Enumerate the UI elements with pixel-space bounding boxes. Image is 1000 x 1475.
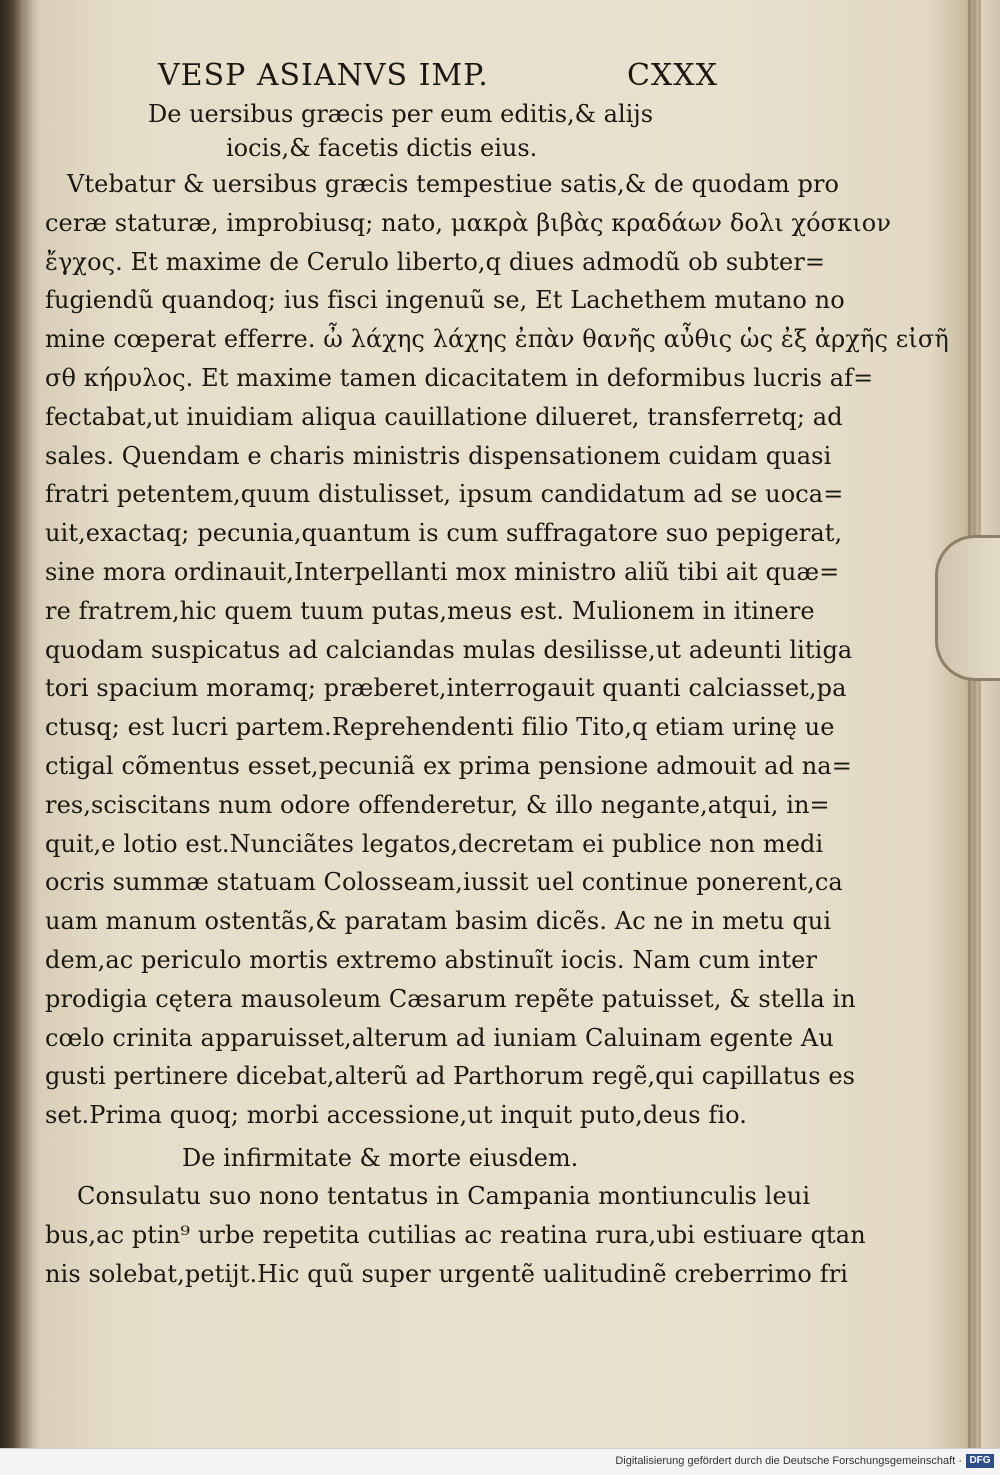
text-line: quodam suspicatus ad calciandas mulas desilisse,ut adeunti litiga [45, 635, 853, 664]
text-line: res,sciscitans num odore offenderetur, & illo negante,atqui, in= [45, 790, 830, 819]
footer-bar [0, 1448, 1000, 1475]
binding-shadow [0, 0, 40, 1448]
text-line: bus,ac ptin⁹ urbe repetita cutilias ac reatina rura,ubi estiuare qtan [45, 1221, 866, 1249]
section-heading: De infirmitate & morte eiusdem. [182, 1144, 579, 1172]
text-line: sales. Quendam e charis ministris dispensationem cuidam quasi [45, 441, 832, 470]
text-line: mine cœperat efferre. ὦ λάχης λάχης ἐπὰν θανῆς αὖθις ὡς ἐξ ἀρχῆς εἰσῆ [45, 325, 949, 354]
footer-credit: Digitalisierung gefördert durch die Deutsche Forschungsgemeinschaft · [615, 1455, 962, 1467]
running-head-title: VESP ASIANVS IMP. [158, 58, 489, 93]
text-line: ctusq; est lucri partem.Reprehendenti filio Tito,q etiam urinę ue [45, 713, 835, 742]
text-line: prodigia cętera mausoleum Cæsarum repẽte patuisset, & stella in [45, 984, 856, 1013]
text-line: nis solebat,petijt.Hic quũ super urgentẽ ualitudinẽ creberrimo fri [45, 1260, 849, 1288]
text-line: ceræ staturæ, improbiusq; nato, μακρὰ βιβὰς κραδάων δολι χόσκιον [45, 208, 892, 237]
section-heading-line: iocis,& facetis dictis eius. [226, 134, 538, 162]
text-line: uam manum ostentãs,& paratam basim dicẽs. Ac ne in metu qui [45, 907, 832, 936]
page-edge [968, 0, 971, 1448]
text-line: ocris summæ statuam Colosseam,iussit uel continue ponerent,ca [45, 868, 843, 897]
text-line: fratri petentem,quum distulisset, ipsum candidatum ad se uoca= [45, 480, 844, 509]
folio-number: CXXX [626, 58, 718, 93]
text-line: σθ κήρυλος. Et maxime tamen dicacitatem in deformibus lucris af= [45, 364, 874, 392]
text-line: set.Prima quoq; morbi accessione,ut inquit puto,deus fio. [45, 1101, 747, 1130]
text-line: quit,e lotio est.Nunciãtes legatos,decretam ei publice non medi [45, 829, 824, 858]
running-head [158, 58, 718, 94]
text-line: fugiendũ quandoq; ius fisci ingenuũ se, Et Lachethem mutano no [45, 286, 845, 315]
text-line: fectabat,ut inuidiam aliqua cauillatione dilueret, transferretq; ad [45, 402, 843, 431]
text-line: Vtebatur & uersibus græcis tempestiue satis,& de quodam pro [67, 170, 840, 198]
text-line: re fratrem,hic quem tuum putas,meus est. Mulionem in itinere [45, 596, 815, 625]
text-line: Consulatu suo nono tentatus in Campania montiunculis leui [77, 1182, 811, 1210]
page-edge [978, 0, 981, 1448]
text-line: ctigal cõmentus esset,pecuniã ex prima pensione admouit ad na= [45, 752, 852, 780]
text-line: uit,exactaq; pecunia,quantum is cum suffragatore suo pepigerat, [45, 519, 843, 548]
text-line: cœlo crinita apparuisset,alterum ad iuniam Caluinam egente Au [45, 1023, 834, 1052]
text-line: gusti pertinere dicebat,alterũ ad Parthorum regẽ,qui capillatus es [45, 1062, 856, 1091]
text-line: tori spacium moramq; præberet,interrogauit quanti calciasset,pa [45, 674, 847, 703]
dfg-logo: DFG [966, 1454, 994, 1468]
text-line: ἔγχος. Et maxime de Cerulo liberto,q diues admodũ ob subter= [45, 247, 826, 276]
text-line: sine mora ordinauit,Interpellanti mox ministro aliũ tibi ait quæ= [45, 558, 840, 586]
text-line: dem,ac periculo mortis extremo abstinuĩt iocis. Nam cum inter [45, 946, 818, 974]
page-clip [935, 535, 1000, 681]
section-heading-line: De uersibus græcis per eum editis,& alijs [148, 100, 654, 128]
